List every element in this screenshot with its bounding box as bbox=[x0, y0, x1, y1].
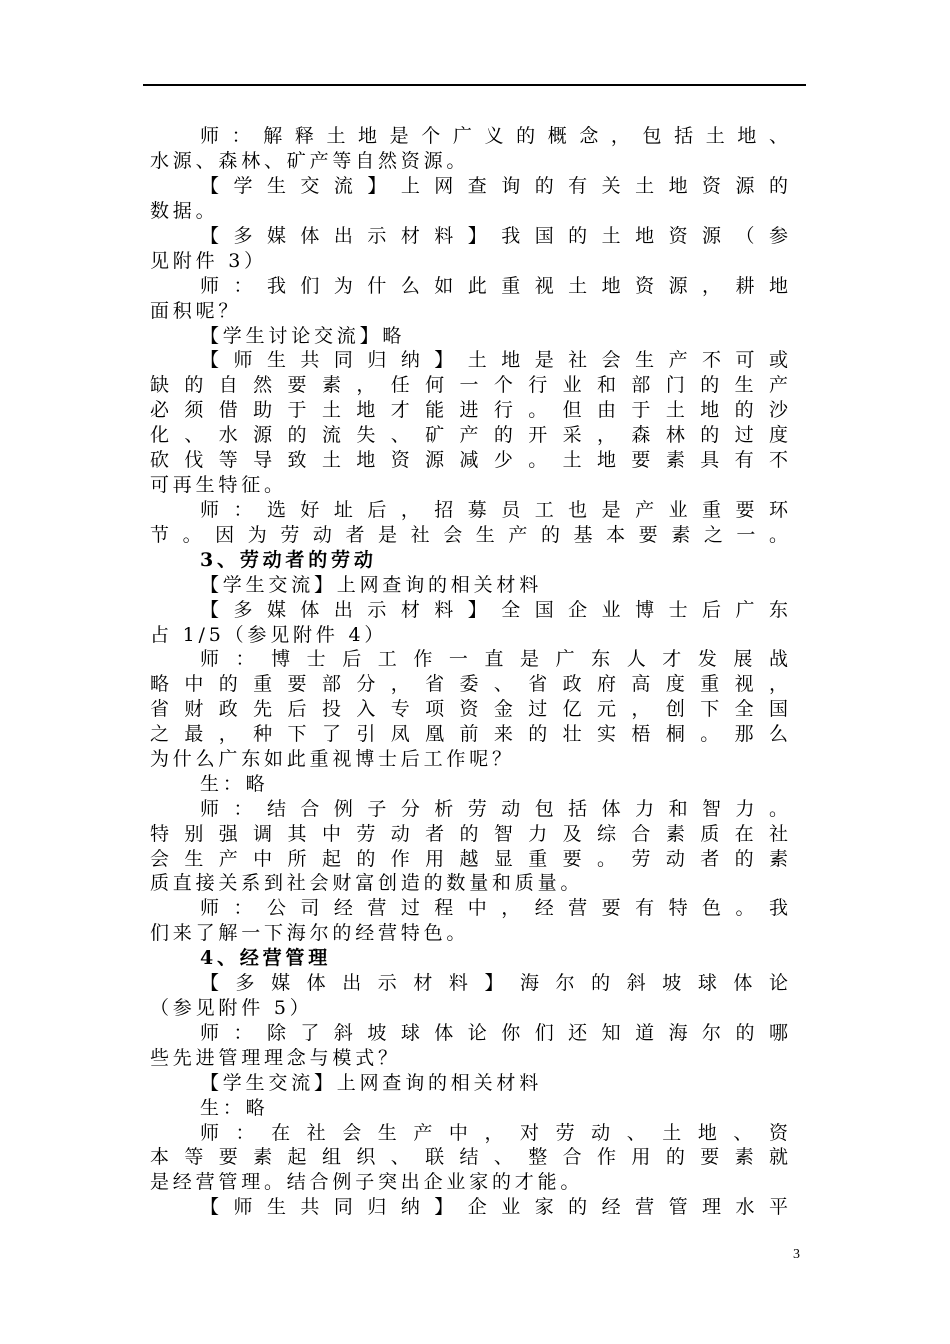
text-line: 师：解释土地是个广义的概念，包括土地、 bbox=[200, 125, 788, 147]
text-line: 们来了解一下海尔的经营特色。 bbox=[150, 922, 470, 944]
text-line: 省财政先后投入专项资金过亿元，创下全国 bbox=[150, 698, 788, 720]
text-line: 【多媒体出示材料】全国企业博士后广东 bbox=[200, 599, 788, 621]
text-line: 师：我们为什么如此重视土地资源，耕地 bbox=[200, 275, 788, 297]
text-line: 师：结合例子分析劳动包括体力和智力。 bbox=[200, 798, 788, 820]
text-line: 【学生交流】上网查询的相关材料 bbox=[200, 574, 543, 596]
text-line: 师：公司经营过程中，经营要有特色。我 bbox=[200, 897, 788, 919]
page-number: 3 bbox=[793, 1247, 800, 1262]
text-line: 【多媒体出示材料】我国的土地资源（参 bbox=[200, 225, 788, 247]
text-line: 略中的重要部分，省委、省政府高度重视， bbox=[150, 673, 788, 695]
text-line: 生：略 bbox=[200, 773, 269, 795]
text-line: 见附件 3） bbox=[150, 250, 267, 272]
text-line: 数据。 bbox=[150, 200, 219, 222]
text-line: 些先进管理理念与模式？ bbox=[150, 1047, 401, 1069]
text-line: 【多媒体出示材料】海尔的斜坡球体论 bbox=[200, 972, 788, 994]
text-line: 化、水源的流失、矿产的开采，森林的过度 bbox=[150, 424, 788, 446]
text-line: 师：在社会生产中，对劳动、土地、资 bbox=[200, 1122, 788, 1144]
header-rule bbox=[143, 84, 806, 86]
text-line: 本等要素起组织、联结、整合作用的要素就 bbox=[150, 1146, 788, 1168]
text-line: 特别强调其中劳动者的智力及综合素质在社 bbox=[150, 823, 788, 845]
text-line: 可再生特征。 bbox=[150, 474, 287, 496]
text-line: 【学生交流】上网查询的有关土地资源的 bbox=[200, 175, 788, 197]
text-line: 占 1/5（参见附件 4） bbox=[150, 624, 388, 646]
text-line: 砍伐等导致土地资源减少。土地要素具有不 bbox=[150, 449, 788, 471]
text-line: 【学生讨论交流】略 bbox=[200, 325, 406, 347]
text-line: 【师生共同归纳】企业家的经营管理水平 bbox=[200, 1196, 788, 1218]
text-line: 面积呢？ bbox=[150, 300, 242, 322]
text-line: 之最，种下了引凤凰前来的壮实梧桐。那么 bbox=[150, 723, 788, 745]
text-line: 缺的自然要素，任何一个行业和部门的生产 bbox=[150, 374, 788, 396]
text-line: 师：选好址后，招募员工也是产业重要环 bbox=[200, 499, 788, 521]
text-line: 水源、森林、矿产等自然资源。 bbox=[150, 150, 470, 172]
text-line: 会生产中所起的作用越显重要。劳动者的素 bbox=[150, 848, 788, 870]
text-line: 必须借助于土地才能进行。但由于土地的沙 bbox=[150, 399, 788, 421]
text-line: 节。因为劳动者是社会生产的基本要素之一。 bbox=[150, 524, 788, 546]
text-line: （参见附件 5） bbox=[150, 997, 313, 1019]
text-line: 师：除了斜坡球体论你们还知道海尔的哪 bbox=[200, 1022, 788, 1044]
text-line: 质直接关系到社会财富创造的数量和质量。 bbox=[150, 872, 584, 894]
text-line: 生：略 bbox=[200, 1097, 269, 1119]
text-line: 师：博士后工作一直是广东人才发展战 bbox=[200, 648, 788, 670]
section-heading-3: 3、劳动者的劳动 bbox=[200, 549, 377, 571]
text-line: 【学生交流】上网查询的相关材料 bbox=[200, 1072, 543, 1094]
text-line: 为什么广东如此重视博士后工作呢？ bbox=[150, 748, 515, 770]
text-line: 【师生共同归纳】土地是社会生产不可或 bbox=[200, 349, 788, 371]
text-line: 是经营管理。结合例子突出企业家的才能。 bbox=[150, 1171, 584, 1193]
section-heading-4: 4、经营管理 bbox=[200, 947, 332, 969]
